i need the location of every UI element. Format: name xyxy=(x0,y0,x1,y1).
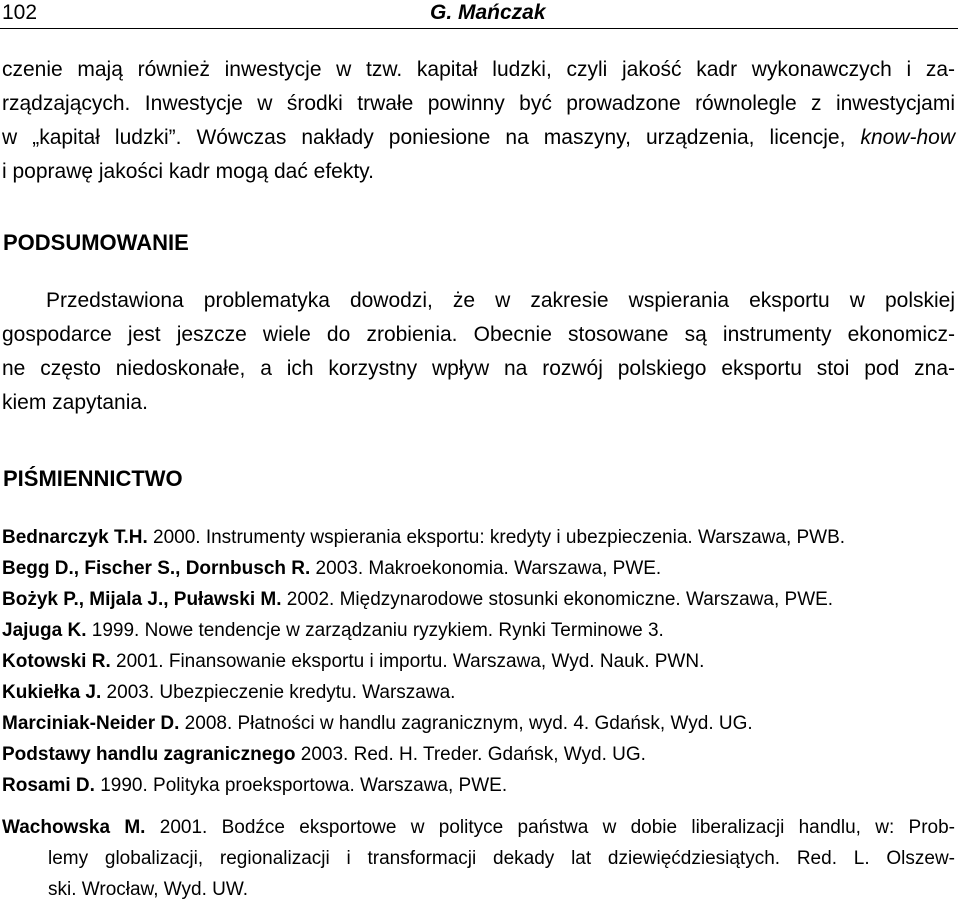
summary-line: gospodarce jest jeszcze wiele do zrobienia. Obecnie stosowane są instrumenty ekonomicz- xyxy=(2,323,955,346)
reference-text: 2001. Finansowanie eksportu i importu. Warszawa, Wyd. Nauk. PWN. xyxy=(110,651,705,672)
reference-text: 1999. Nowe tendencje w zarządzaniu ryzykiem. Rynki Terminowe 3. xyxy=(86,620,664,641)
reference-entry xyxy=(2,677,955,708)
reference-continuation: lemy globalizacji, regionalizacji i transformacji dekady lat dziewięćdziesiątych. Red. L. Olszew- xyxy=(48,848,955,869)
reference-entry xyxy=(2,553,955,584)
reference-author: Bożyk P., Mijala J., Puławski M. xyxy=(2,589,282,610)
summary-line: kiem zapytania. xyxy=(2,391,148,414)
intro-line: rządzających. Inwestycje w środki trwałe powinny być prowadzone równolegle z inwestycjami xyxy=(2,92,955,115)
reference-author: Marciniak-Neider D. xyxy=(2,713,180,734)
reference-text: 2003. Ubezpieczenie kredytu. Warszawa. xyxy=(101,682,456,703)
reference-continuation: ski. Wrocław, Wyd. UW. xyxy=(48,879,249,900)
know-how-term: know-how xyxy=(860,126,956,149)
reference-entry xyxy=(2,812,955,843)
reference-entry xyxy=(2,584,955,615)
reference-entry xyxy=(2,646,955,677)
intro-line: i poprawę jakości kadr mogą dać efekty. xyxy=(2,160,374,183)
reference-entry xyxy=(2,708,955,739)
summary-line: ne często niedoskonałe, a ich korzystny wpływ na rozwój polskiego eksportu stoi pod zna- xyxy=(2,357,955,380)
intro-line: czenie mają również inwestycje w tzw. kapitał ludzki, czyli jakość kadr wykonawczych i za- xyxy=(2,58,955,81)
reference-author: Bednarczyk T.H. xyxy=(2,527,148,548)
reference-text: 2001. Bodźce eksportowe w polityce państwa w dobie liberalizacji handlu, w: Prob- xyxy=(145,817,955,838)
reference-text: 2003. Red. H. Treder. Gdańsk, Wyd. UG. xyxy=(295,744,646,765)
running-head: G. Mańczak xyxy=(430,1,546,24)
summary-heading: PODSUMOWANIE xyxy=(3,230,189,255)
reference-text: 2002. Międzynarodowe stosunki ekonomiczne. Warszawa, PWE. xyxy=(281,589,834,610)
reference-author: Kotowski R. xyxy=(2,651,111,672)
reference-author: Rosami D. xyxy=(2,775,95,796)
reference-entry xyxy=(2,615,955,646)
reference-author: Jajuga K. xyxy=(2,620,87,641)
bibliography-heading: PIŚMIENNICTWO xyxy=(3,466,183,491)
reference-author: Wachowska M. xyxy=(2,817,146,838)
intro-line xyxy=(2,121,955,155)
reference-text: 2003. Makroekonomia. Warszawa, PWE. xyxy=(310,558,662,579)
reference-entry xyxy=(2,770,955,801)
reference-entry xyxy=(2,522,955,553)
page-number: 102 xyxy=(2,1,38,24)
reference-author: Kukiełka J. xyxy=(2,682,102,703)
page-header xyxy=(0,0,958,29)
reference-author: Begg D., Fischer S., Dornbusch R. xyxy=(2,558,311,579)
reference-text: 2008. Płatności w handlu zagranicznym, wyd. 4. Gdańsk, Wyd. UG. xyxy=(179,713,753,734)
reference-text: 2000. Instrumenty wspierania eksportu: kredyty i ubezpieczenia. Warszawa, PWB. xyxy=(147,527,846,548)
intro-line-text: w „kapitał ludzki”. Wówczas nakłady poniesione na maszyny, urządzenia, licencje, xyxy=(2,126,846,149)
reference-text: 1990. Polityka proeksportowa. Warszawa, PWE. xyxy=(94,775,508,796)
reference-author: Podstawy handlu zagranicznego xyxy=(2,744,296,765)
summary-line: Przedstawiona problematyka dowodzi, że w zakresie wspierania eksportu w polskiej xyxy=(46,289,955,312)
reference-entry xyxy=(2,739,955,770)
